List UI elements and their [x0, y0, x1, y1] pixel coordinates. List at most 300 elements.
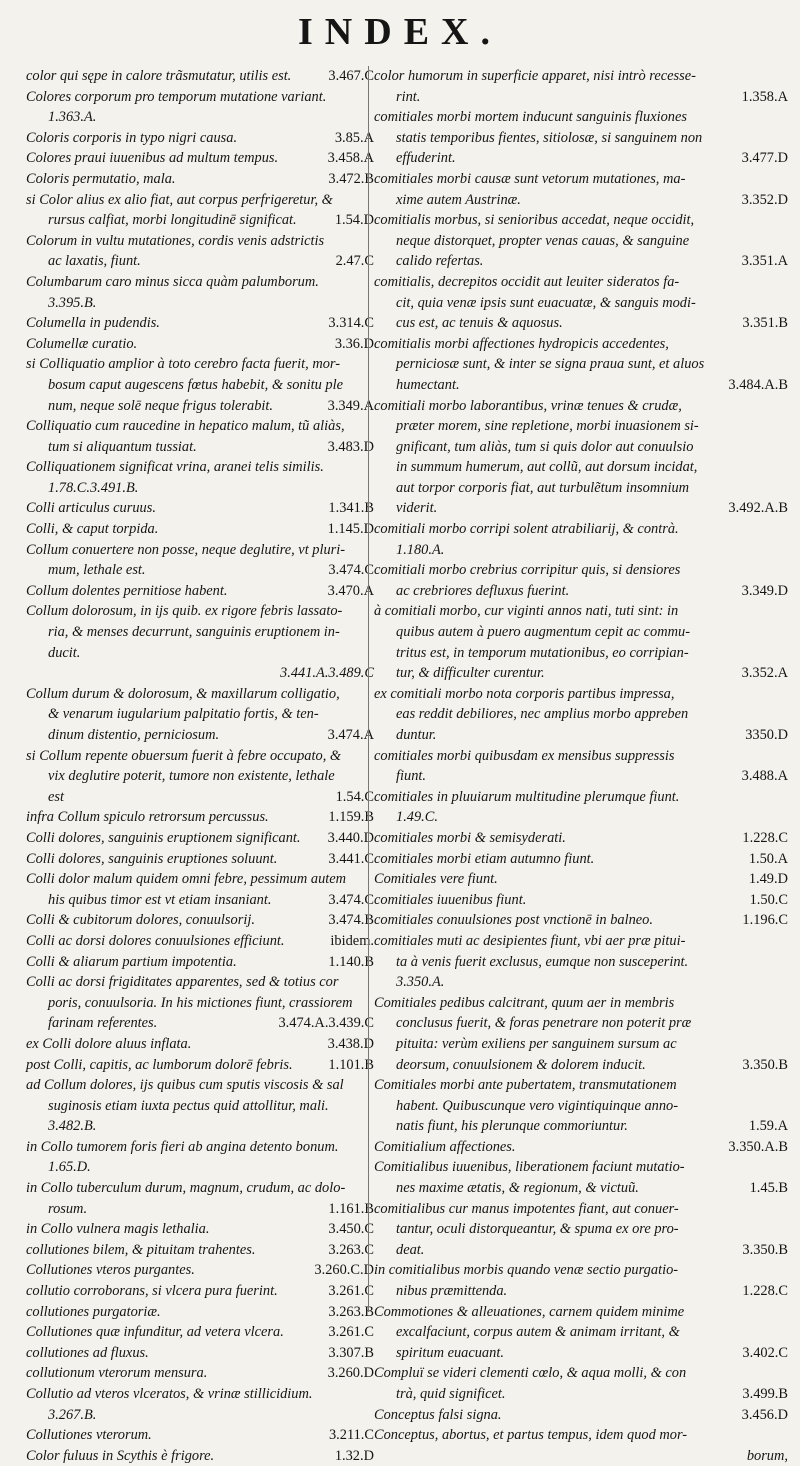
- index-entry-line: [26, 107, 374, 128]
- entry-text: in Collo tumorem foris fieri ab angina detento bonum.: [26, 1138, 339, 1155]
- index-entry-line: [26, 807, 374, 828]
- entry-text: Comitialibus iuuenibus, liberationem faciunt mutatio-: [374, 1159, 685, 1176]
- entry-text: ac crebriores defluxus fuerint.: [396, 582, 570, 599]
- entry-text: cit, quia venæ ipsis sunt euacuatæ, & sanguis modi-: [396, 294, 696, 311]
- entry-reference: 3.438.D: [327, 1035, 374, 1052]
- entry-reference: 3.260.D: [327, 1365, 374, 1382]
- entry-reference: 1.228.C: [742, 829, 788, 846]
- entry-reference: 3.350.B: [742, 1056, 788, 1073]
- entry-reference: 3.474.C: [328, 562, 374, 579]
- index-entry-line: [26, 952, 374, 973]
- index-entry-line: [26, 457, 374, 478]
- index-entry-line: [26, 396, 374, 417]
- entry-text: Colli & aliarum partium impotentia.: [26, 953, 237, 970]
- entry-text: Columellæ curatio.: [26, 335, 138, 352]
- index-entry-line: [26, 498, 374, 519]
- entry-text: Comitiales morbi ante pubertatem, transmutationem: [374, 1077, 677, 1094]
- entry-text: 3.267.B.: [48, 1406, 97, 1423]
- entry-reference: 3.260.C.D: [314, 1262, 374, 1279]
- index-entry-line: [374, 601, 788, 622]
- index-entry-line: [374, 210, 788, 231]
- entry-text: comitiales morbi causæ sunt vetorum mutationes, ma-: [374, 170, 686, 187]
- entry-reference: 1.196.C: [742, 912, 788, 929]
- entry-reference: 3.261.C: [328, 1324, 374, 1341]
- index-entry-line: [26, 354, 374, 375]
- entry-text: mum, lethale est.: [48, 562, 146, 579]
- entry-text: comitiales morbi quibusdam ex mensibus suppressis: [374, 747, 675, 764]
- entry-text: ta à venis fuerit exclusus, eumque non susceperint.: [396, 953, 689, 970]
- index-entry-line: [26, 993, 374, 1014]
- index-entry-line: [26, 1384, 374, 1405]
- index-entry-line: [26, 478, 374, 499]
- entry-text: Colli ac dorsi dolores conuulsiones efficiunt.: [26, 932, 285, 949]
- entry-reference: 3.85.A: [334, 129, 374, 146]
- index-entry-line: [374, 1075, 788, 1096]
- entry-reference: 3.36.D: [334, 335, 374, 352]
- index-entry-line: [26, 272, 374, 293]
- index-entry-line: [26, 1055, 374, 1076]
- index-entry-line: [26, 128, 374, 149]
- index-entry-line: [374, 293, 788, 314]
- entry-text: comitiales morbi & semisyderati.: [374, 829, 566, 846]
- index-entry-line: [374, 1157, 788, 1178]
- entry-reference: 1.140.B: [328, 953, 374, 970]
- index-entry-line: [26, 746, 374, 767]
- entry-text: his quibus timor est vt etiam insaniant.: [48, 891, 272, 908]
- index-entry-line: [374, 272, 788, 293]
- index-entry-line: [26, 293, 374, 314]
- entry-text: Colliquationem significat vrina, aranei telis similis.: [26, 459, 324, 476]
- entry-text: præter morem, sine repletione, morbi inuasionem si-: [396, 418, 699, 435]
- entry-text: vix deglutire poterit, tumore non existente, lethale: [48, 768, 335, 785]
- entry-reference: 3.351.A: [741, 253, 788, 270]
- entry-reference: 3.458.A: [327, 150, 374, 167]
- entry-reference: 1.54.D: [334, 212, 374, 229]
- entry-text: comitiales iuuenibus fiunt.: [374, 891, 527, 908]
- index-entry-line: [26, 1343, 374, 1364]
- entry-text: tritus est, in temporum mutationibus, eo corripian-: [396, 644, 689, 661]
- index-entry-line: [26, 148, 374, 169]
- entry-text: fiunt.: [396, 768, 426, 785]
- index-entry-line: [374, 1096, 788, 1117]
- entry-text: Colli dolor malum quidem omni febre, pessimum autem: [26, 871, 347, 888]
- index-entry-line: [374, 1425, 788, 1446]
- index-entry-line: [26, 1075, 374, 1096]
- index-entry-line: [374, 890, 788, 911]
- entry-text: perniciosæ sunt, & inter se signa praua sunt, et aluos: [396, 356, 705, 373]
- entry-text: ex Colli dolore aluus inflata.: [26, 1035, 192, 1052]
- entry-text: borum,: [746, 1447, 788, 1464]
- index-entry-line: [26, 931, 374, 952]
- index-entry-line: [26, 663, 374, 684]
- entry-text: Collutiones vterorum.: [26, 1427, 152, 1444]
- entry-text: Colli dolores, sanguinis eruptiones soluunt.: [26, 850, 278, 867]
- entry-text: comitiales morbi mortem inducunt sanguinis fluxiones: [374, 109, 687, 126]
- index-entry-line: [26, 766, 374, 787]
- entry-reference: 3.440.D: [327, 829, 374, 846]
- index-entry-line: [374, 437, 788, 458]
- entry-text: neque distorquet, propter venas cauas, & sanguine: [396, 232, 690, 249]
- index-entry-line: [374, 313, 788, 334]
- entry-text: Colorum in vultu mutationes, cordis venis adstrictis: [26, 232, 325, 249]
- index-entry-line: [26, 231, 374, 252]
- entry-reference: 3.350.B: [742, 1241, 788, 1258]
- index-entry-line: [26, 416, 374, 437]
- entry-reference: 3.456.D: [741, 1406, 788, 1423]
- entry-text: 1.180.A.: [396, 541, 445, 558]
- entry-reference: 3.492.A.B: [728, 500, 788, 517]
- index-entry-line: [374, 828, 788, 849]
- entry-reference: 1.228.C: [742, 1283, 788, 1300]
- index-entry-line: [374, 334, 788, 355]
- index-entry-line: [374, 1137, 788, 1158]
- entry-reference: 1.145.D: [327, 521, 374, 538]
- entry-text: tur, & difficulter curentur.: [396, 665, 545, 682]
- entry-reference: 3.350.A.B: [728, 1138, 788, 1155]
- index-entry-line: [374, 931, 788, 952]
- index-entry-line: [26, 581, 374, 602]
- entry-reference: 3.263.B: [328, 1303, 374, 1320]
- index-entry-line: [374, 704, 788, 725]
- entry-text: num, neque solē neque frigus tolerabit.: [48, 397, 274, 414]
- entry-text: est: [48, 788, 64, 805]
- entry-reference: 3.314.C: [328, 315, 374, 332]
- entry-text: Color fuluus in Scythis è frigore.: [26, 1447, 215, 1464]
- index-entry-line: [374, 684, 788, 705]
- entry-text: Columbarum caro minus sicca quàm palumborum.: [26, 273, 319, 290]
- index-entry-line: [26, 890, 374, 911]
- index-entry-line: [374, 643, 788, 664]
- entry-text: Comitiales vere fiunt.: [374, 871, 498, 888]
- index-entry-line: [26, 1157, 374, 1178]
- entry-reference: 1.49.D: [748, 871, 788, 888]
- index-entry-line: [374, 952, 788, 973]
- entry-text: conclusus fuerit, & foras penetrare non poterit præ: [396, 1015, 692, 1032]
- entry-text: comitiales in pluuiarum multitudine plerumque fiunt.: [374, 788, 680, 805]
- index-entry-line: [26, 1178, 374, 1199]
- entry-text: si Color alius ex alio fiat, aut corpus perfrigeretur, &: [26, 191, 333, 208]
- entry-reference: 3.488.A: [741, 768, 788, 785]
- index-entry-line: [374, 1034, 788, 1055]
- entry-reference: 3.211.C: [328, 1427, 374, 1444]
- entry-text: cus est, ac tenuis & aquosus.: [396, 315, 563, 332]
- entry-text: effuderint.: [396, 150, 456, 167]
- index-entry-line: [374, 849, 788, 870]
- index-entry-line: [374, 396, 788, 417]
- entry-text: Collum dolentes pernitiose habent.: [26, 582, 228, 599]
- entry-text: comitiales conuulsiones post vnctionē in balneo.: [374, 912, 653, 929]
- index-entry-line: [26, 1302, 374, 1323]
- entry-text: rint.: [396, 88, 421, 105]
- index-entry-line: [374, 1013, 788, 1034]
- entry-text: comitialis, decrepitos occidit aut leuiter sideratos fa-: [374, 273, 680, 290]
- entry-text: & venarum iugularium palpitatio fortis, & ten-: [48, 706, 319, 723]
- index-entry-line: [26, 828, 374, 849]
- entry-text: trà, quid significet.: [396, 1386, 506, 1402]
- entry-text: comitialis morbi affectiones hydropicis accedentes,: [374, 335, 669, 352]
- index-entry-line: [26, 1096, 374, 1117]
- index-entry-line: [26, 869, 374, 890]
- entry-text: comitialibus cur manus impotentes fiant, aut conuer-: [374, 1200, 679, 1217]
- index-entry-line: [26, 66, 374, 87]
- entry-text: Coloris corporis in typo nigri causa.: [26, 129, 238, 146]
- entry-reference: 3.352.A: [741, 665, 788, 682]
- entry-text: statis temporibus fientes, sitiolosæ, si sanguinem non: [396, 129, 703, 146]
- entry-reference: 3.472.B: [328, 170, 374, 187]
- index-entry-line: [374, 251, 788, 272]
- index-entry-line: [374, 1260, 788, 1281]
- entry-text: Colli dolores, sanguinis eruptionem significant.: [26, 829, 301, 846]
- entry-text: Conceptus falsi signa.: [374, 1406, 502, 1423]
- entry-text: in Collo vulnera magis lethalia.: [26, 1221, 210, 1238]
- index-entry-line: [374, 910, 788, 931]
- entry-text: Colli articulus curuus.: [26, 500, 156, 517]
- entry-reference: 3.474.A.3.439.C: [278, 1015, 374, 1032]
- entry-text: nibus præmittenda.: [396, 1283, 508, 1300]
- index-entry-line: [374, 581, 788, 602]
- entry-text: Collutiones quæ infunditur, ad vetera vlcera.: [26, 1324, 284, 1341]
- index-entry-line: [374, 416, 788, 437]
- index-entry-line: [26, 169, 374, 190]
- entry-reference: 3.261.C: [328, 1283, 374, 1300]
- index-entry-line: [26, 787, 374, 808]
- entry-text: Comitiales pedibus calcitrant, quum aer in membris: [374, 994, 675, 1011]
- index-entry-line: [26, 210, 374, 231]
- index-entry-line: [374, 1240, 788, 1261]
- entry-text: Collutiones vteros purgantes.: [26, 1262, 195, 1279]
- entry-reference: 1.341.B: [328, 500, 374, 517]
- entry-text: collutiones bilem, & pituitam trahentes.: [26, 1241, 256, 1258]
- index-entry-line: [374, 1363, 788, 1384]
- entry-reference: 3.474.C: [328, 891, 374, 908]
- entry-text: dinum distentio, perniciosum.: [48, 727, 220, 743]
- entry-text: comitiales muti ac desipientes fiunt, vbi aer præ pitui-: [374, 932, 686, 949]
- entry-text: nes maxime ætatis, & regionum, & victuũ.: [396, 1180, 639, 1197]
- entry-text: infra Collum spiculo retrorsum percussus.: [26, 809, 269, 826]
- index-entry-line: [26, 910, 374, 931]
- entry-text: Colores corporum pro temporum mutatione variant.: [26, 88, 327, 105]
- entry-text: Colli ac dorsi frigiditates apparentes, sed & totius cor: [26, 974, 339, 991]
- entry-text: tum si aliquantum tussiat.: [48, 438, 197, 455]
- entry-text: poris, conuulsoria. In his mictiones fiunt, crassiorem: [48, 994, 353, 1011]
- index-entry-line: [26, 643, 374, 664]
- entry-text: si Collum repente obuersum fuerit à febre occupato, &: [26, 747, 342, 764]
- entry-reference: 3.474.B: [328, 912, 374, 929]
- index-entry-line: [374, 766, 788, 787]
- entry-text: suginosis etiam iuxta pectus quid attollitur, mali.: [48, 1097, 329, 1114]
- index-entry-line: [26, 849, 374, 870]
- entry-reference: 2.47.C: [335, 253, 374, 270]
- entry-reference: 3.441.C: [328, 850, 374, 867]
- entry-text: in summum humerum, aut collũ, aut dorsum incidat,: [396, 459, 698, 476]
- index-entry-line: [374, 540, 788, 561]
- index-entry-line: [374, 478, 788, 499]
- index-entry-line: [374, 869, 788, 890]
- entry-text: quibus autem à puero augmentum cepit ac commu-: [396, 624, 691, 641]
- index-entry-line: [26, 1137, 374, 1158]
- entry-reference: 3350.D: [745, 727, 788, 743]
- index-column-left: [26, 66, 374, 1464]
- index-entry-line: [26, 622, 374, 643]
- entry-text: ducit.: [48, 644, 81, 661]
- entry-text: post Colli, capitis, ac lumborum dolorē febris.: [26, 1056, 293, 1073]
- entry-text: collutionum vterorum mensura.: [26, 1365, 208, 1382]
- index-entry-line: [374, 519, 788, 540]
- index-entry-line: [374, 560, 788, 581]
- entry-text: collutiones purgatoriæ.: [26, 1303, 161, 1320]
- entry-text: xime autem Austrinæ.: [396, 191, 521, 208]
- entry-reference: ibidem.: [330, 932, 374, 949]
- entry-text: Comitialium affectiones.: [374, 1138, 516, 1155]
- entry-reference: 1.50.C: [749, 891, 788, 908]
- entry-text: Compluï se videri clementi cœlo, & aqua molli, & con: [374, 1365, 687, 1382]
- entry-text: 3.441.A.3.489.C: [280, 665, 374, 682]
- entry-text: aut torpor corporis fiat, aut turbulẽtum insomnium: [396, 479, 690, 496]
- index-entry-line: [374, 190, 788, 211]
- index-entry-line: [26, 1034, 374, 1055]
- index-entry-line: [374, 807, 788, 828]
- index-entry-line: [374, 1322, 788, 1343]
- index-entry-line: [26, 1322, 374, 1343]
- entry-reference: 1.159.B: [328, 809, 374, 826]
- entry-text: natis fiunt, his plerunque commoriuntur.: [396, 1118, 628, 1135]
- index-entry-line: [374, 231, 788, 252]
- entry-text: Conceptus, abortus, et partus tempus, idem quod mor-: [374, 1427, 688, 1444]
- entry-reference: 3.474.A: [327, 727, 374, 743]
- entry-text: à comitiali morbo, cur viginti annos nati, tuti sint: in: [374, 603, 679, 620]
- entry-text: bosum caput augescens fœtus habebit, & sonitu ple: [48, 376, 343, 393]
- entry-text: Colli & cubitorum dolores, conuulsorij.: [26, 912, 255, 929]
- entry-reference: 1.50.A: [748, 850, 788, 867]
- index-entry-line: [26, 1219, 374, 1240]
- entry-reference: 1.45.B: [749, 1180, 788, 1197]
- entry-reference: 3.349.A: [327, 397, 374, 414]
- entry-text: ac laxatis, fiunt.: [48, 253, 141, 270]
- entry-reference: 1.54.C: [335, 788, 374, 805]
- index-entry-line: [26, 1199, 374, 1220]
- index-entry-line: [374, 87, 788, 108]
- entry-text: color qui sępe in calore trãsmutatur, utilis est.: [26, 68, 292, 84]
- entry-text: deorsum, conuulsionem & dolorem inducit.: [396, 1056, 646, 1073]
- entry-text: rursus calfiat, morbi longitudinē significat.: [48, 212, 297, 229]
- entry-reference: 3.484.A.B: [728, 376, 788, 393]
- entry-reference: 3.402.C: [742, 1344, 788, 1361]
- entry-text: Coloris permutatio, mala.: [26, 170, 176, 187]
- entry-text: 3.395.B.: [48, 294, 97, 311]
- entry-reference: 3.351.B: [742, 315, 788, 332]
- entry-text: Collutio ad vteros vlceratos, & vrinæ stillicidium.: [26, 1386, 313, 1402]
- index-entry-line: [374, 663, 788, 684]
- index-entry-line: [26, 313, 374, 334]
- index-entry-line: [374, 725, 788, 746]
- entry-text: collutio corroborans, si vlcera pura fuerint.: [26, 1283, 278, 1300]
- entry-reference: 1.101.B: [328, 1056, 374, 1073]
- index-entry-line: [26, 601, 374, 622]
- index-entry-line: [26, 1405, 374, 1426]
- index-entry-line: [374, 1199, 788, 1220]
- entry-text: gnificant, tum aliàs, tum si quis dolor aut conuulsio: [396, 438, 694, 455]
- index-entry-line: [26, 704, 374, 725]
- index-entry-line: [26, 1116, 374, 1137]
- index-entry-line: [374, 457, 788, 478]
- entry-text: ad Collum dolores, ijs quibus cum sputis viscosis & sal: [26, 1077, 344, 1094]
- index-entry-line: [26, 684, 374, 705]
- entry-reference: 3.352.D: [741, 191, 788, 208]
- entry-reference: 1.161.B: [328, 1200, 374, 1217]
- index-entry-line: [374, 375, 788, 396]
- entry-text: comitiali morbo corripi solent atrabiliarij, & contrà.: [374, 521, 679, 538]
- entry-text: comitiali morbo laborantibus, vrinæ tenues & crudæ,: [374, 397, 682, 414]
- index-entry-line: [374, 354, 788, 375]
- index-column-right: [374, 66, 788, 1464]
- index-entry-line: [374, 1178, 788, 1199]
- index-entry-line: [26, 437, 374, 458]
- entry-text: 3.350.A.: [396, 974, 445, 991]
- entry-text: 3.482.B.: [48, 1118, 97, 1135]
- index-entry-line: [26, 725, 374, 746]
- index-entry-line: [26, 972, 374, 993]
- index-entry-line: [26, 375, 374, 396]
- entry-reference: 3.467.C: [328, 68, 374, 84]
- index-entry-line: [26, 1363, 374, 1384]
- index-entry-line: [374, 1055, 788, 1076]
- index-entry-line: [374, 1446, 788, 1466]
- entry-text: duntur.: [396, 727, 437, 743]
- index-entry-line: [26, 1446, 374, 1466]
- entry-text: comitialis morbus, si senioribus accedat, neque occidit,: [374, 212, 695, 229]
- entry-text: pituita: verùm exiliens per sanguinem sursum ac: [396, 1035, 677, 1052]
- entry-reference: 3.349.D: [741, 582, 788, 599]
- entry-text: in Collo tuberculum durum, magnum, crudum, ac dolo-: [26, 1180, 346, 1197]
- entry-text: farinam referentes.: [48, 1015, 158, 1032]
- entry-text: habent. Quibuscunque vero vigintiquinque anno-: [396, 1097, 679, 1114]
- entry-text: Columella in pudendis.: [26, 315, 160, 332]
- index-entry-line: [26, 1260, 374, 1281]
- entry-reference: 3.450.C: [328, 1221, 374, 1238]
- entry-text: Commotiones & alleuationes, carnem quidem minime: [374, 1303, 685, 1320]
- entry-text: calido refertas.: [396, 253, 484, 270]
- entry-text: si Colliquatio amplior à toto cerebro facta fuerit, mor-: [26, 356, 341, 373]
- index-entry-line: [26, 1425, 374, 1446]
- entry-reference: 3.483.D: [327, 438, 374, 455]
- entry-text: 1.65.D.: [48, 1159, 91, 1176]
- index-entry-line: [374, 1116, 788, 1137]
- entry-text: in comitialibus morbis quando venæ sectio purgatio-: [374, 1262, 679, 1279]
- index-entry-line: [374, 1219, 788, 1240]
- entry-text: collutiones ad fluxus.: [26, 1344, 149, 1361]
- index-entry-line: [374, 1302, 788, 1323]
- entry-text: 1.363.A.: [48, 109, 97, 126]
- index-entry-line: [26, 1240, 374, 1261]
- index-entry-line: [374, 148, 788, 169]
- entry-text: ria, & menses decurrunt, sanguinis eruptionem in-: [48, 624, 340, 641]
- index-entry-line: [26, 334, 374, 355]
- entry-text: Collum conuertere non posse, neque deglutire, vt pluri-: [26, 541, 346, 558]
- index-entry-line: [374, 107, 788, 128]
- entry-text: comitiali morbo crebrius corripitur quis, si densiores: [374, 562, 681, 579]
- entry-reference: 3.307.B: [328, 1344, 374, 1361]
- entry-text: Collum durum & dolorosum, & maxillarum colligatio,: [26, 685, 340, 702]
- entry-text: rosum.: [48, 1200, 88, 1217]
- index-entry-line: [374, 1384, 788, 1405]
- entry-text: tantur, oculi distorqueantur, & spuma ex ore pro-: [396, 1221, 679, 1238]
- entry-text: excalfaciunt, corpus autem & animam irritant, &: [396, 1324, 680, 1341]
- index-entry-line: [374, 972, 788, 993]
- index-entry-line: [26, 1013, 374, 1034]
- entry-text: 1.49.C.: [396, 809, 438, 826]
- entry-text: spiritum euacuant.: [396, 1344, 504, 1361]
- index-entry-line: [374, 746, 788, 767]
